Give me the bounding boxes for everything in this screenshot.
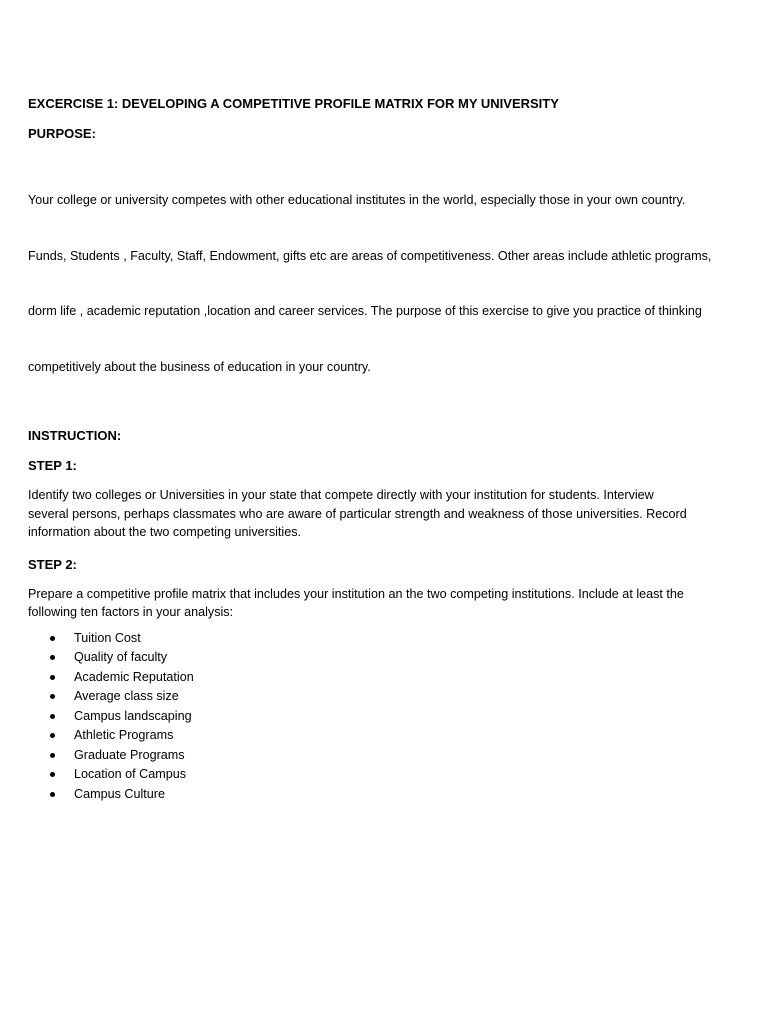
purpose-line: Funds, Students , Faculty, Staff, Endowment, gifts etc are areas of competitiveness. Other areas include athletic programs, [28,248,712,263]
list-item [28,629,728,649]
step1-heading: STEP 1: [28,458,77,473]
factors-list [28,629,728,805]
purpose-paragraph [28,154,728,413]
bullet-icon [50,792,55,797]
purpose-line: Your college or university competes with other educational institutes in the world, especially those in your own country. [28,193,686,207]
bullet-icon [50,772,55,777]
bullet-icon [50,753,55,758]
step2-line: Prepare a competitive profile matrix that includes your institution an the two competing institutions. Include at least the [28,586,684,601]
factor-label: Quality of faculty [74,650,168,664]
list-item [28,687,728,707]
list-item [28,726,728,746]
factor-label: Campus Culture [74,786,165,801]
bullet-icon [50,655,55,660]
factor-label: Athletic Programs [74,728,174,742]
list-item [28,765,728,785]
list-item [28,785,728,805]
purpose-heading: PURPOSE: [28,126,96,141]
bullet-icon [50,714,55,719]
list-item [28,746,728,766]
step1-line: several persons, perhaps classmates who are aware of particular strength and weakness of those universities. Record [28,506,687,521]
factor-label: Graduate Programs [74,747,185,762]
factor-label: Tuition Cost [74,630,141,645]
bullet-icon [50,675,55,680]
factor-label: Average class size [74,689,179,703]
step1-line: information about the two competing universities. [28,525,302,539]
step1-paragraph [28,486,728,542]
bullet-icon [50,636,55,641]
list-item [28,707,728,727]
bullet-icon [50,694,55,699]
bullet-icon [50,733,55,738]
step2-paragraph [28,585,728,622]
step2-heading: STEP 2: [28,556,77,572]
purpose-line: dorm life , academic reputation ,location and career services. The purpose of this exercise to give you practice of thinking [28,304,702,318]
step2-line: following ten factors in your analysis: [28,605,234,619]
document-title: EXCERCISE 1: DEVELOPING A COMPETITIVE PROFILE MATRIX FOR MY UNIVERSITY [28,96,559,111]
factor-label: Academic Reputation [74,669,194,684]
purpose-line: competitively about the business of education in your country. [28,359,371,374]
step1-line: Identify two colleges or Universities in your state that compete directly with your institution for students. Interview [28,488,654,502]
instruction-heading: INSTRUCTION: [28,428,122,443]
list-item [28,668,728,688]
factor-label: Location of Campus [74,767,187,781]
factor-label: Campus landscaping [74,708,192,723]
list-item [28,648,728,668]
